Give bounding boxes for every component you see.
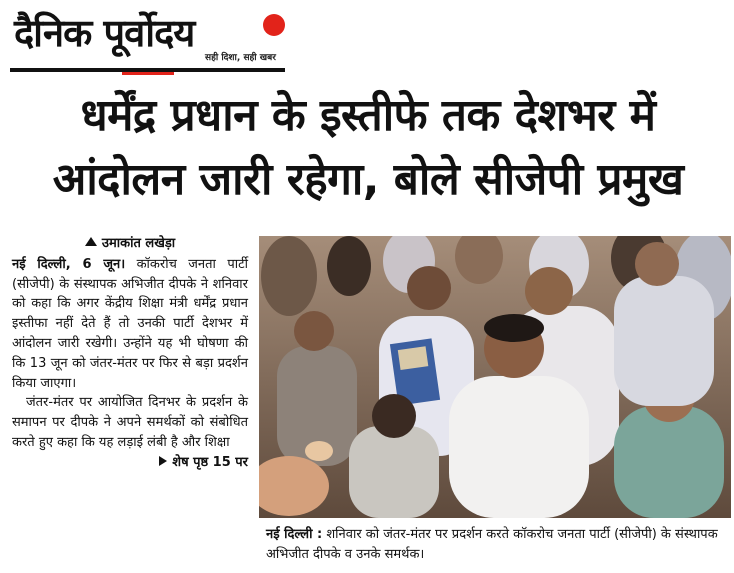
newspaper-tagline: सही दिशा, सही खबर — [205, 53, 276, 63]
article-paragraph-1 — [12, 255, 248, 394]
headline-line-1: धर्मेंद्र प्रधान के इस्तीफे तक देशभर में — [80, 90, 656, 141]
article-column — [12, 234, 248, 473]
arrow-right-icon — [159, 456, 167, 466]
masthead — [10, 2, 290, 72]
headline-line-2: आंदोलन जारी रहेगा, बोले सीजेपी प्रमुख — [52, 154, 684, 205]
headline — [10, 84, 726, 212]
dateline: नई दिल्ली, 6 जून। — [12, 256, 126, 272]
paragraph-1-text: कॉकरोच जनता पार्टी (सीजेपी) के संस्थापक अभिजीत दीपके ने शनिवार को कहा कि अगर केंद्रीय शिक्षा मंत्री धर्मेंद्र प्रधान इस्तीफा नहीं देते हैं तो उनकी पार्टी देशभर में आंदोलन जारी रखेगी। उन्होंने यह भी घोषणा की कि 13 जून को जंतर-मंतर पर फिर से बड़ा प्रदर्शन किया जाएगा। — [12, 256, 248, 391]
caption-text: शनिवार को जंतर-मंतर पर प्रदर्शन करते कॉकरोच जनता पार्टी (सीजेपी) के संस्थापक अभिजीत दीपके व उनके समर्थक। — [266, 527, 718, 562]
photo-caption — [266, 525, 726, 565]
logo-dot-icon — [263, 14, 285, 36]
byline-name: उमाकांत लखेड़ा — [101, 236, 176, 251]
paragraph-2-text: जंतर-मंतर पर आयोजित दिनभर के प्रदर्शन के समापन पर दीपके ने अपने समर्थकों को संबोधित करते हुए कहा कि यह लड़ाई लंबी है और शिक्षा — [12, 395, 248, 450]
masthead-accent-rule — [122, 72, 174, 75]
byline — [12, 234, 248, 254]
protest-crowd-photo — [259, 236, 731, 518]
continued-text: शेष पृष्ठ 15 पर — [172, 454, 248, 470]
newspaper-logo: दैनिक पूर्वोदय — [14, 11, 195, 55]
article-paragraph-2 — [12, 393, 248, 470]
triangle-icon — [85, 237, 97, 246]
continued-note — [145, 453, 248, 473]
caption-location: नई दिल्ली : — [266, 527, 323, 542]
news-photo — [259, 236, 731, 518]
